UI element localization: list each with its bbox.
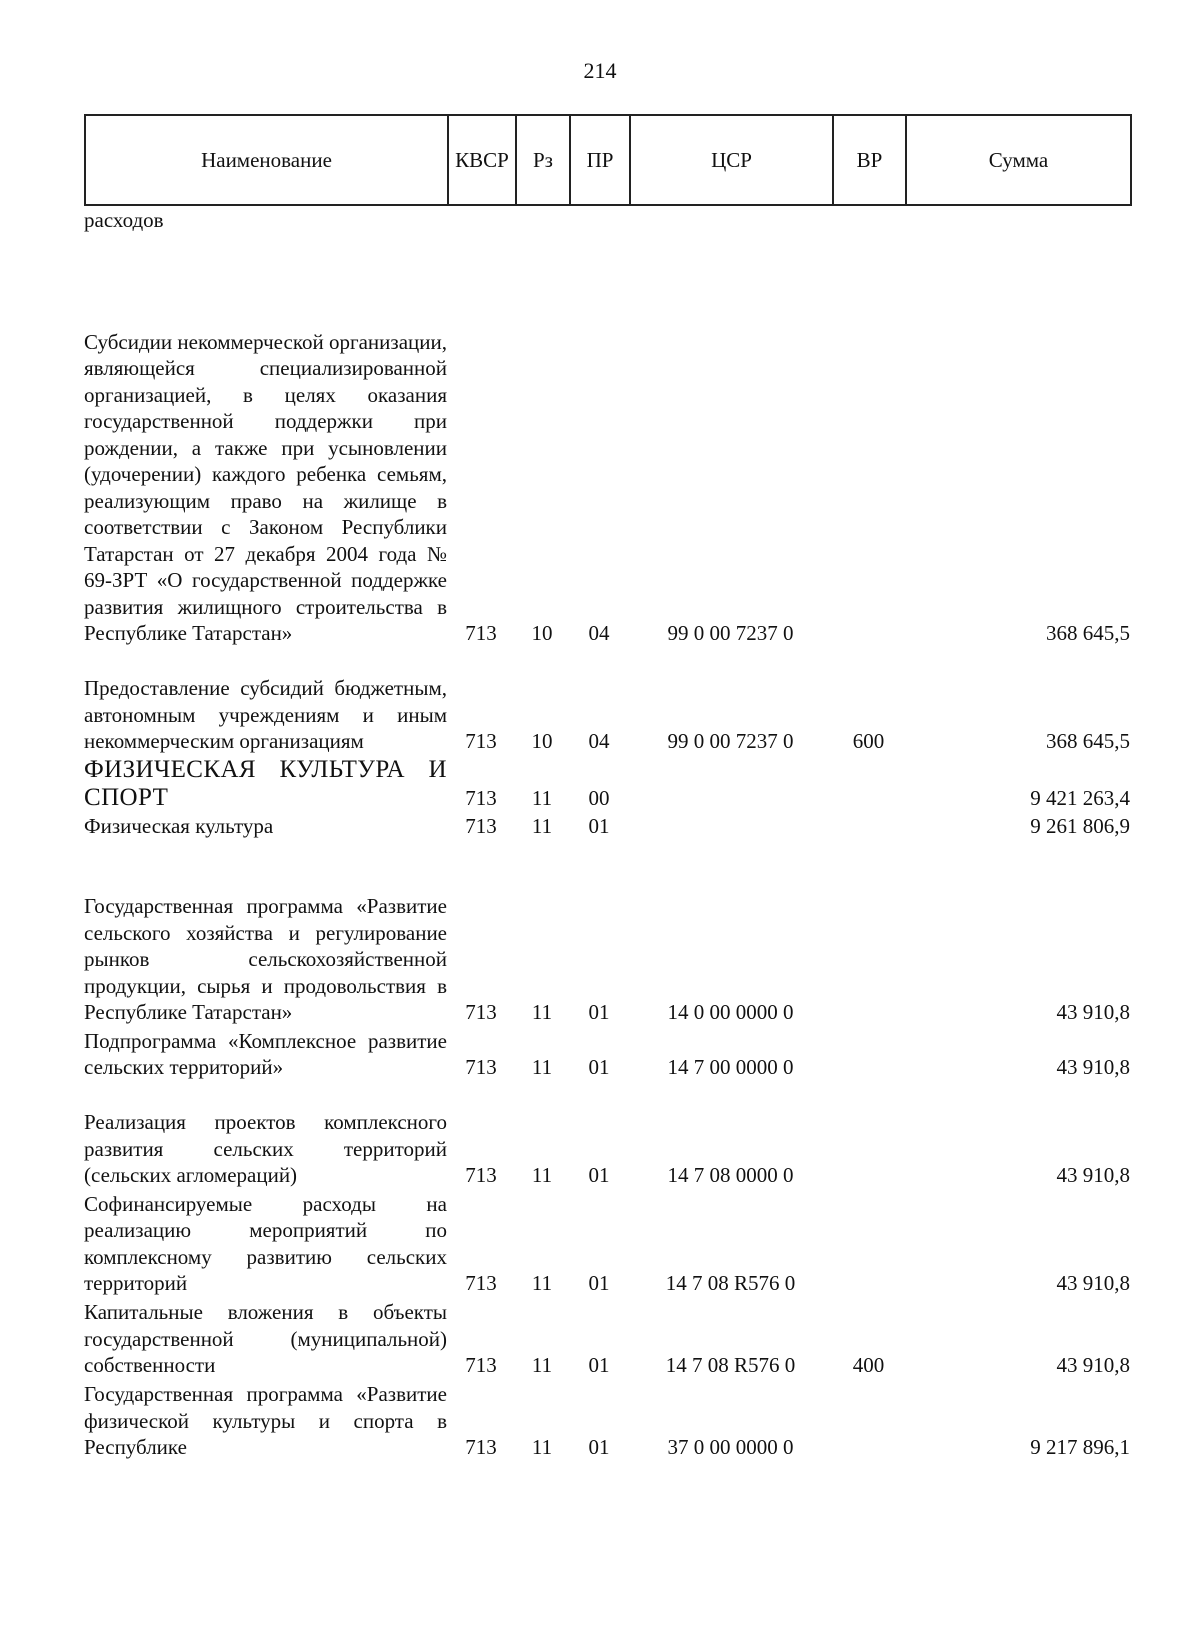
row-vr [832,1026,905,1081]
table-row [84,812,1130,840]
table-row [84,755,1130,812]
row-pr: 01 [588,1000,610,1024]
row-pr: 01 [588,1163,610,1187]
row-rz: 11 [531,786,553,810]
row-pr: 01 [588,1435,610,1459]
row-rz: 10 [531,621,553,645]
table-row [84,1026,1130,1081]
row-sum: 368 645,5 [1046,729,1131,753]
row-rz: 10 [531,729,553,753]
row-sum: 43 910,8 [1056,1353,1131,1377]
row-kvsr: 713 [465,1055,497,1079]
row-sum: 9 261 806,9 [1030,814,1131,838]
row-csr [629,812,832,840]
row-name: Реализация проектов комплексного развития сельских территорий (сельских агломераций) [84,1110,447,1187]
row-kvsr: 713 [465,621,497,645]
row-name: Государственная программа «Развитие физической культуры и спорта в Республике [84,1382,447,1459]
table-row [84,647,1130,755]
row-rz: 11 [531,1163,553,1187]
row-vr [832,812,905,840]
row-csr: 99 0 00 7237 0 [667,621,794,645]
row-vr: 400 [852,1353,885,1377]
continuation-text: расходов [84,208,164,232]
row-vr [832,1379,905,1461]
row-kvsr: 713 [465,1353,497,1377]
table-row [84,1189,1130,1297]
row-sum: 9 217 896,1 [1030,1435,1131,1459]
row-vr [832,840,905,1026]
row-sum: 43 910,8 [1056,1163,1131,1187]
table-row [84,1297,1130,1379]
budget-table [84,207,1130,1461]
row-csr: 14 7 08 R576 0 [665,1353,796,1377]
row-pr: 01 [588,1353,610,1377]
column-header-pr: ПР [570,115,630,205]
row-pr: 04 [588,729,610,753]
row-vr [832,755,905,812]
row-name: Субсидии некоммерческой организации, являющейся специализированной организацией, в целях оказания государственной поддержки при рождении, а также при усыновлении (удочерении) каждого ребенка семьям, реализующим право на жилище в соответствии с Законом Республики Татарстан от 27 декабря 2004 года № 69-ЗРТ «О государственной поддержке развития жилищного строительства в Республике Татарстан» [84,329,447,645]
row-csr [629,755,832,812]
row-rz: 11 [531,814,553,838]
row-sum: 43 910,8 [1056,1271,1131,1295]
row-rz: 11 [531,1353,553,1377]
row-sum: 368 645,5 [1046,621,1131,645]
row-kvsr: 713 [465,814,497,838]
page-number: 214 [583,58,617,83]
table-row [84,840,1130,1026]
row-rz: 11 [531,1055,553,1079]
row-csr: 14 7 08 0000 0 [667,1163,794,1187]
column-header-vr: ВР [833,115,906,205]
row-pr: 01 [588,1271,610,1295]
row-rz: 11 [531,1271,553,1295]
row-vr [832,1081,905,1189]
row-vr: 600 [852,729,885,753]
row-sum: 43 910,8 [1056,1055,1131,1079]
row-name: ФИЗИЧЕСКАЯ КУЛЬТУРА И СПОРТ [84,755,447,811]
row-rz: 11 [531,1435,553,1459]
table-row [84,1081,1130,1189]
row-name: Софинансируемые расходы на реализацию мероприятий по комплексному развитию сельских территорий [84,1191,447,1295]
row-name: Капитальные вложения в объекты государственной (муниципальной) собственности [84,1300,447,1377]
row-csr: 14 0 00 0000 0 [667,1000,794,1024]
row-sum: 9 421 263,4 [1030,786,1131,810]
row-name: Государственная программа «Развитие сельского хозяйства и регулирование рынков сельскохозяйственной продукции, сырья и продовольствия в Республике Татарстан» [84,894,447,1024]
table-row [84,1379,1130,1461]
column-header-name: Наименование [85,115,448,205]
row-pr: 00 [588,786,610,810]
row-kvsr: 713 [465,786,497,810]
row-csr: 14 7 00 0000 0 [667,1055,794,1079]
row-pr: 01 [588,814,610,838]
row-name: Предоставление субсидий бюджетным, автономным учреждениям и иным некоммерческим организациям [84,676,447,753]
row-kvsr: 713 [465,1435,497,1459]
row-vr [832,234,905,647]
row-vr [832,1189,905,1297]
column-header-rz: Рз [516,115,570,205]
row-rz: 11 [531,1000,553,1024]
row-kvsr: 713 [465,1000,497,1024]
column-header-sum: Сумма [906,115,1131,205]
column-header-csr: ЦСР [630,115,833,205]
row-pr: 04 [588,621,610,645]
row-sum: 43 910,8 [1056,1000,1131,1024]
table-row [84,234,1130,647]
table-header [84,114,1132,206]
row-kvsr: 713 [465,1271,497,1295]
row-kvsr: 713 [465,1163,497,1187]
continuation-row [84,207,1130,234]
row-csr: 14 7 08 R576 0 [665,1271,796,1295]
row-kvsr: 713 [465,729,497,753]
row-csr: 99 0 00 7237 0 [667,729,794,753]
row-csr: 37 0 00 0000 0 [667,1435,794,1459]
row-pr: 01 [588,1055,610,1079]
row-name: Подпрограмма «Комплексное развитие сельских территорий» [84,1028,447,1079]
row-name: Физическая культура [84,814,274,838]
column-header-kvsr: КВСР [448,115,516,205]
